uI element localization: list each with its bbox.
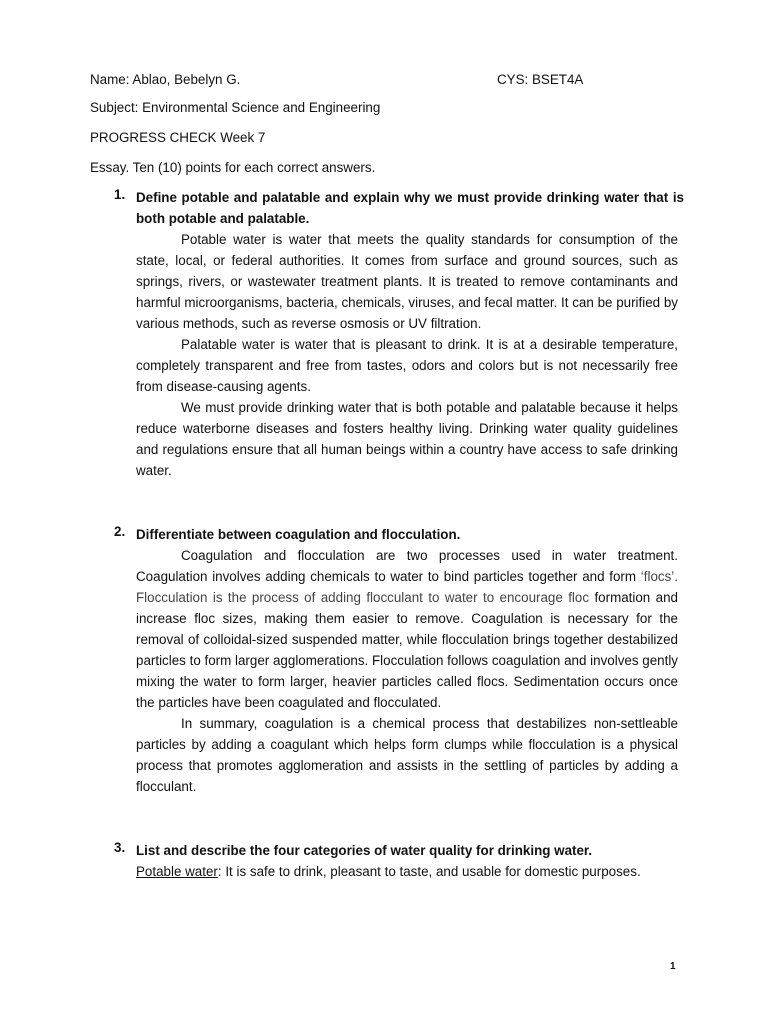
progress-check-title: PROGRESS CHECK Week 7: [90, 130, 266, 145]
student-name: Name: Ablao, Bebelyn G.: [90, 72, 241, 87]
category-description: : It is safe to drink, pleasant to taste, and usable for domestic purposes.: [217, 864, 641, 879]
answer-1: [136, 229, 678, 481]
question-number: 1.: [114, 187, 126, 202]
question-text: Define potable and palatable and explain why we must provide drinking water that is both potable and palatable.: [136, 190, 684, 226]
answer-text-flocculation: ‘flocs’. Flocculation is the process of adding flocculant to water to encourage floc: [136, 569, 678, 605]
student-cys: CYS: BSET4A: [497, 72, 584, 87]
answer-paragraph: [136, 861, 678, 882]
answer-3: [136, 861, 678, 882]
essay-instructions: Essay. Ten (10) points for each correct answers.: [90, 160, 376, 175]
question-1: [114, 187, 684, 229]
answer-paragraph: In summary, coagulation is a chemical process that destabilizes non-settleable particles by adding a coagulant which helps form clumps while flocculation is a physical process that promotes agglomeration and assists in the settling of particles by adding a flocculant.: [136, 716, 678, 794]
answer-paragraph: Palatable water is water that is pleasant to drink. It is at a desirable temperature, completely transparent and free from tastes, odors and colors but is not necessarily free from disease-causing agents.: [136, 337, 678, 394]
question-3: [114, 840, 684, 861]
answer-paragraph: We must provide drinking water that is both potable and palatable because it helps reduce waterborne diseases and fosters healthy living. Drinking water quality guidelines and regulations ensure that all human beings within a country have access to safe drinking water.: [136, 400, 678, 478]
question-text: List and describe the four categories of water quality for drinking water.: [136, 843, 593, 858]
answer-2: [136, 545, 678, 797]
question-text: Differentiate between coagulation and flocculation.: [136, 527, 461, 542]
question-number: 3.: [114, 840, 126, 855]
answer-text: formation and increase floc sizes, making them easier to remove. Coagulation is necessary for the removal of colloidal-sized suspended matter, while flocculation brings together destabilized particles to form larger agglomerations. Flocculation follows coagulation and involves gently mixing the water to form larger, heavier particles called flocs. Sedimentation occurs once the particles have been coagulated and flocculated.: [136, 590, 678, 710]
answer-text: Coagulation and flocculation are two processes used in water treatment. Coagulation involves adding chemicals to water to bind particles together and form: [136, 548, 678, 584]
question-number: 2.: [114, 524, 126, 539]
answer-paragraph: Potable water is water that meets the quality standards for consumption of the state, local, or federal authorities. It comes from surface and ground sources, such as springs, rivers, or wastewater treatment plants. It is treated to remove contaminants and harmful microorganisms, bacteria, chemicals, viruses, and fecal matter. It can be purified by various methods, such as reverse osmosis or UV filtration.: [136, 232, 678, 331]
answer-paragraph: [136, 545, 678, 713]
subject-line: Subject: Environmental Science and Engineering: [90, 100, 381, 115]
page-number: 1: [670, 961, 676, 972]
category-term: Potable water: [136, 864, 218, 879]
question-2: [114, 524, 684, 545]
